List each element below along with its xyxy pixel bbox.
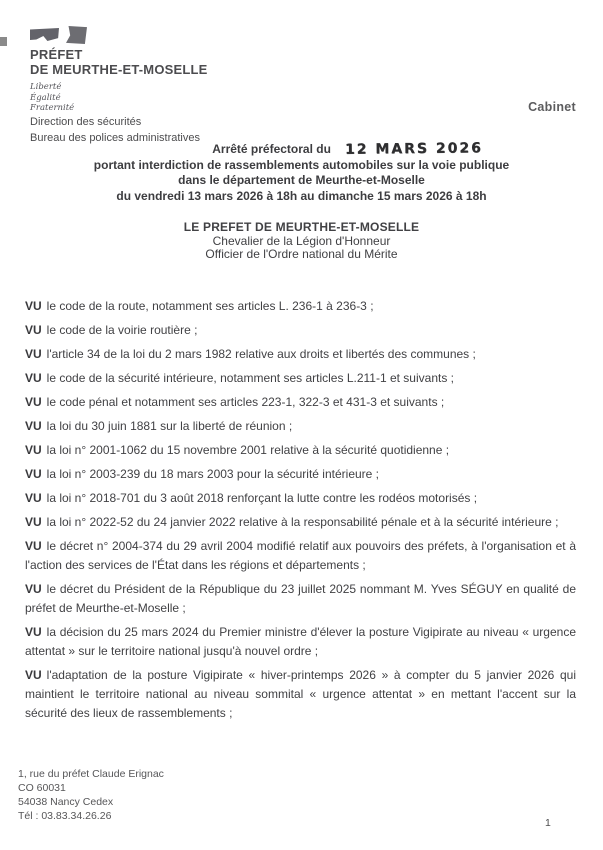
- recital-5-text: le code pénal et notamment ses articles 223-1, 322-3 et 431-3 et suivants ;: [46, 395, 445, 409]
- decree-title: [0, 142, 603, 204]
- recital-11: [25, 537, 576, 575]
- marianne-icon: [66, 26, 87, 44]
- bureau-label: Bureau des polices administratives: [30, 132, 200, 144]
- authority-honor-1: Chevalier de la Légion d'Honneur: [212, 233, 391, 248]
- recital-12-text: le décret du Président de la République du 23 juillet 2025 nommant M. Yves SÉGUY en qualité de préfet de Meurthe-et-Moselle ;: [25, 582, 576, 615]
- recital-7: [25, 441, 576, 460]
- recital-6-label: VU: [25, 419, 42, 433]
- recital-12: [25, 580, 576, 618]
- page-number: 1: [545, 817, 551, 829]
- prefecture-address: [18, 767, 164, 823]
- motto-liberte: Liberté: [30, 82, 62, 92]
- recital-8-label: VU: [25, 467, 42, 481]
- authority-name: LE PREFET DE MEURTHE-ET-MOSELLE: [183, 220, 420, 234]
- french-flag-icon: [30, 28, 59, 41]
- recital-6: [25, 417, 576, 436]
- address-po-box: CO 60031: [18, 782, 66, 794]
- recital-3-label: VU: [25, 347, 42, 361]
- authority-honor-2: Officier de l'Ordre national du Mérite: [205, 247, 398, 261]
- recital-10-label: VU: [25, 515, 42, 529]
- recital-10-text: la loi n° 2022-52 du 24 janvier 2022 relative à la responsabilité pénale et à la sécurité intérieure ;: [46, 515, 559, 529]
- recital-8: [25, 465, 576, 484]
- recital-1: [25, 297, 576, 316]
- republique-francaise-logo: [30, 26, 208, 45]
- recitals-section: [25, 297, 576, 728]
- recital-6-text: la loi du 30 juin 1881 sur la liberté de réunion ;: [46, 419, 293, 433]
- recital-8-text: la loi n° 2003-239 du 18 mars 2003 pour la sécurité intérieure ;: [46, 467, 380, 481]
- address-phone: Tél : 03.83.34.26.26: [18, 810, 112, 822]
- recital-2: [25, 321, 576, 340]
- scan-artifact: [0, 37, 7, 46]
- prefecture-name: [30, 47, 208, 77]
- recital-1-text: le code de la route, notamment ses articles L. 236-1 à 236-3 ;: [46, 299, 374, 313]
- recital-3-text: l'article 34 de la loi du 2 mars 1982 relative aux droits et libertés des communes ;: [46, 347, 476, 361]
- decree-title-line4: du vendredi 13 mars 2026 à 18h au dimanche 15 mars 2026 à 18h: [116, 188, 487, 203]
- recital-13-label: VU: [25, 625, 42, 639]
- recital-11-label: VU: [25, 539, 42, 553]
- recital-7-label: VU: [25, 443, 42, 457]
- decree-title-line2: portant interdiction de rassemblements automobiles sur la voie publique: [93, 157, 510, 172]
- recital-9-label: VU: [25, 491, 42, 505]
- direction-label: Direction des sécurités: [30, 116, 142, 128]
- prefecture-name-line1: PRÉFET: [30, 47, 83, 62]
- cabinet-label: Cabinet: [528, 100, 576, 114]
- recital-3: [25, 345, 576, 364]
- recital-5: [25, 393, 576, 412]
- recital-14-text: l'adaptation de la posture Vigipirate « hiver-printemps 2026 » à compter du 5 janvier 2026 qui maintient le territoire national au niveau sommital « urgence attentat » en mettant l'accent sur la sécurité des lieux de rassemblements ;: [25, 668, 576, 720]
- recital-7-text: la loi n° 2001-1062 du 15 novembre 2001 relative à la sécurité quotidienne ;: [46, 443, 450, 457]
- recital-9: [25, 489, 576, 508]
- date-stamp: 12 MARS 2026: [344, 140, 483, 158]
- recital-5-label: VU: [25, 395, 42, 409]
- recital-2-text: le code de la voirie routière ;: [46, 323, 198, 337]
- prefecture-name-line2: DE MEURTHE-ET-MOSELLE: [30, 62, 208, 77]
- address-street: 1, rue du préfet Claude Erignac: [18, 768, 164, 780]
- recital-2-label: VU: [25, 323, 42, 337]
- recital-12-label: VU: [25, 582, 42, 596]
- recital-13: [25, 623, 576, 661]
- recital-4: [25, 369, 576, 388]
- prefecture-header: [30, 26, 208, 114]
- decree-title-line1: [0, 142, 603, 158]
- address-city: 54038 Nancy Cedex: [18, 796, 114, 808]
- recital-10: [25, 513, 576, 532]
- motto-egalite: Égalité: [30, 92, 61, 103]
- recital-14: [25, 666, 576, 723]
- recital-13-text: la décision du 25 mars 2024 du Premier ministre d'élever la posture Vigipirate au niveau « urgence attentat » sur le territoire national jusqu'à nouvel ordre ;: [25, 625, 576, 658]
- decree-title-prefix: Arrêté préfectoral du: [212, 142, 331, 156]
- republic-motto: [30, 82, 208, 114]
- authority-block: [0, 221, 603, 262]
- recital-4-text: le code de la sécurité intérieure, notamment ses articles L.211-1 et suivants ;: [46, 371, 454, 385]
- motto-fraternite: Fraternité: [30, 103, 75, 113]
- recital-14-label: VU: [25, 668, 42, 682]
- recital-1-label: VU: [25, 299, 42, 313]
- decree-title-line3: dans le département de Meurthe-et-Moselle: [178, 173, 425, 187]
- recital-4-label: VU: [25, 371, 42, 385]
- recital-11-text: le décret n° 2004-374 du 29 avril 2004 modifié relatif aux pouvoirs des préfets, à l'organisation et à l'action des services de l'État dans les régions et départements ;: [25, 539, 576, 572]
- recital-9-text: la loi n° 2018-701 du 3 août 2018 renforçant la lutte contre les rodéos motorisés ;: [46, 491, 478, 505]
